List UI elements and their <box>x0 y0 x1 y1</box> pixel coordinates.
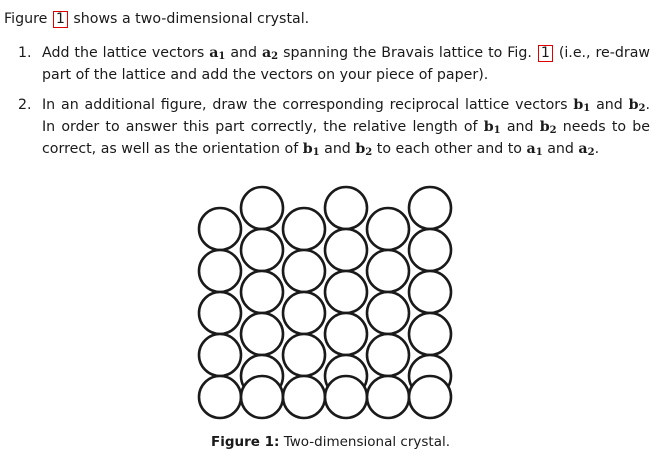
lattice-atom <box>199 334 241 376</box>
vector-subscript: 1 <box>493 125 501 136</box>
lattice-atom <box>325 271 367 313</box>
list-item <box>18 96 650 162</box>
lattice-atom <box>283 334 325 376</box>
lattice-atom <box>409 271 451 313</box>
lattice-atom <box>283 250 325 292</box>
vector-symbol: a <box>578 141 588 157</box>
lattice-atom <box>241 187 283 229</box>
lattice-atom <box>409 187 451 229</box>
lattice-atom <box>325 376 367 418</box>
list-item-text <box>42 44 650 85</box>
vector-symbol: b <box>483 119 494 135</box>
crystal-lattice-figure <box>190 182 460 422</box>
lattice-atom <box>199 292 241 334</box>
intro-figure-word: Figure <box>4 11 48 27</box>
vector-b1 <box>573 97 590 113</box>
lattice-atom <box>367 292 409 334</box>
vector-subscript: 2 <box>587 147 595 158</box>
lattice-atom <box>199 250 241 292</box>
text-run: and <box>230 45 258 61</box>
intro-text: shows a two-dimensional crystal. <box>73 11 310 27</box>
lattice-atom <box>283 208 325 250</box>
figure-reference-link[interactable]: 1 <box>538 45 553 62</box>
vector-b1 <box>303 141 320 157</box>
lattice-atom <box>241 229 283 271</box>
text-run: and <box>596 97 623 113</box>
vector-symbol: a <box>261 45 272 61</box>
vector-b1 <box>484 119 501 135</box>
lattice-atom <box>325 229 367 271</box>
vector-a1 <box>209 45 225 61</box>
vector-subscript: 1 <box>535 147 543 158</box>
lattice-atom <box>409 313 451 355</box>
vector-symbol: b <box>539 119 550 135</box>
vector-symbol: b <box>573 97 584 113</box>
lattice-atom <box>409 229 451 271</box>
vector-symbol: b <box>628 97 639 113</box>
vector-b2 <box>629 97 646 113</box>
list-item <box>18 44 650 85</box>
list-item-text <box>42 96 650 162</box>
vector-symbol: a <box>526 141 536 157</box>
vector-subscript: 1 <box>218 51 226 62</box>
text-run: (i.e., re-draw part of the lattice and add the vectors on your piece of paper). <box>42 45 651 83</box>
text-run: . <box>594 141 600 157</box>
text-run: . In order to answer this part correctly, the relative length of <box>42 97 651 135</box>
lattice-atom <box>367 334 409 376</box>
text-run: In an additional figure, draw the corresponding reciprocal lattice vectors <box>42 97 568 113</box>
lattice-atom <box>283 292 325 334</box>
figure-caption <box>0 434 661 450</box>
vector-subscript: 2 <box>365 147 373 158</box>
lattice-atom <box>241 313 283 355</box>
vector-symbol: b <box>302 141 313 157</box>
lattice-atom <box>325 187 367 229</box>
vector-subscript: 1 <box>583 103 591 114</box>
text-run: and <box>547 141 574 157</box>
text-run: needs to be correct, as well as the orientation of <box>42 119 650 157</box>
vector-a1 <box>527 141 543 157</box>
text-run: Add the lattice vectors <box>42 45 205 61</box>
text-run: and <box>324 141 351 157</box>
vector-symbol: b <box>355 141 366 157</box>
lattice-atom <box>367 250 409 292</box>
vector-a2 <box>578 141 594 157</box>
lattice-atom <box>199 208 241 250</box>
lattice-atom <box>409 376 451 418</box>
vector-b2 <box>540 119 557 135</box>
list-item-number: 2. <box>18 97 32 113</box>
vector-symbol: a <box>209 45 219 61</box>
lattice-atom <box>367 376 409 418</box>
vector-subscript: 2 <box>549 125 557 136</box>
lattice-atom <box>283 376 325 418</box>
figure-caption-label: Figure 1: <box>210 434 280 450</box>
list-item-number: 1. <box>18 45 32 61</box>
lattice-atom <box>241 376 283 418</box>
figure-caption-text: Two-dimensional crystal. <box>283 434 451 450</box>
text-run: and <box>506 119 534 135</box>
lattice-atom <box>241 271 283 313</box>
vector-subscript: 1 <box>312 147 320 158</box>
intro-paragraph <box>4 10 309 29</box>
vector-subscript: 2 <box>638 103 646 114</box>
vector-subscript: 2 <box>271 51 279 62</box>
lattice-atom <box>367 208 409 250</box>
figure-reference-link[interactable]: 1 <box>53 11 68 28</box>
text-run: to each other and to <box>376 141 522 157</box>
text-run: spanning the Bravais lattice to Fig. <box>283 45 532 61</box>
lattice-atom <box>325 313 367 355</box>
lattice-atom <box>199 376 241 418</box>
vector-b2 <box>355 141 372 157</box>
vector-a2 <box>262 45 278 61</box>
